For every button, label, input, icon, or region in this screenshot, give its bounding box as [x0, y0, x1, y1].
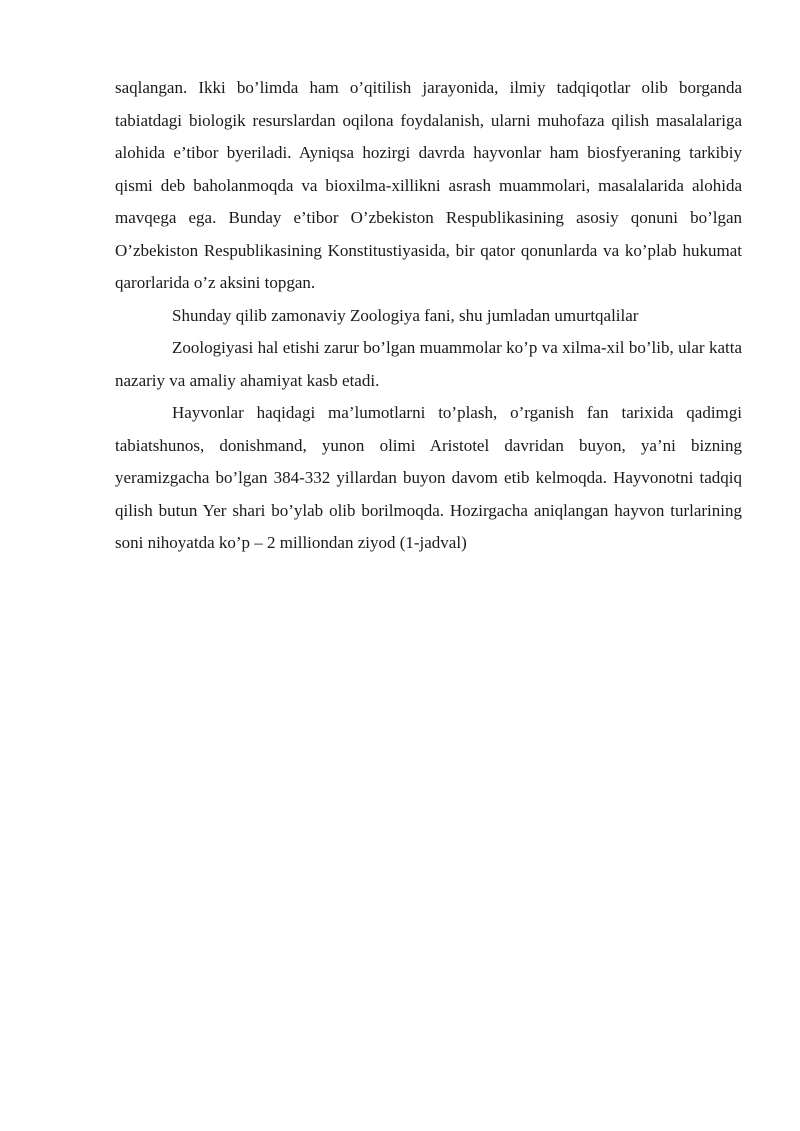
paragraph-animal-history: Hayvonlar haqidagi ma’lumotlarni to’plash, o’rganish fan tarixida qadimgi tabiatshunos, donishmand, yunon olimi Aristotel davridan buyon, ya’ni bizning yeramizgacha bo’lgan 384-332 yillardan buyon davom etib kelmoqda. Hayvonotni tadqiq qilish butun Yer shari bo’ylab olib borilmoqda. Hozirgacha aniqlangan hayvon turlarining soni nihoyatda ko’p – 2 milliondan ziyod (1-jadval): [115, 403, 742, 552]
paragraph-zoology-intro: Shunday qilib zamonaviy Zoologiya fani, shu jumladan umurtqalilar: [172, 305, 639, 325]
body-text: [115, 72, 742, 560]
paragraph-zoology-problems: Zoologiyasi hal etishi zarur bo’lgan muammolar ko’p va xilma-xil bo’lib, ular katta nazariy va amaliy ahamiyat kasb etadi.: [115, 338, 742, 390]
paragraph-continuation: saqlangan. Ikki bo’limda ham o’qitilish jarayonida, ilmiy tadqiqotlar olib borganda tabiatdagi biologik resurslardan oqilona foydalanish, ularni muhofaza qilish masalalariga alohida e’tibor byeriladi. Ayniqsa hozirgi davrda hayvonlar ham biosfyeraning tarkibiy qismi deb baholanmoqda va bioxilma-xillikni asrash muammolari, masalalarida alohida mavqega ega. Bunday e’tibor O’zbekiston Respublikasining asosiy qonuni bo’lgan O’zbekiston Respublikasining Konstitustiyasida, bir qator qonunlarda va ko’plab hukumat qarorlarida o’z aksini topgan.: [115, 78, 742, 292]
